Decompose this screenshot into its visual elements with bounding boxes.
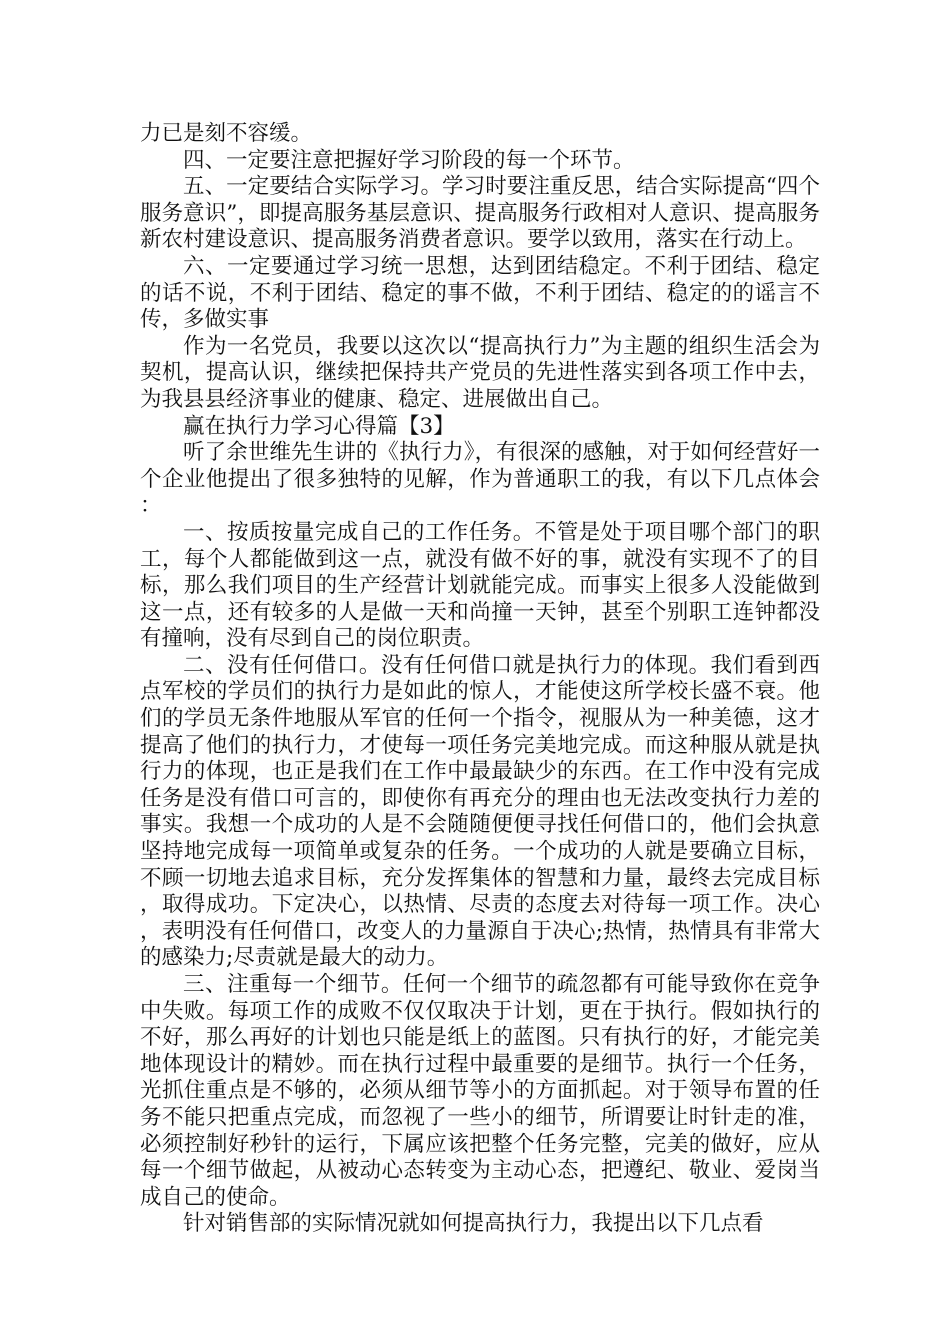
paragraph: 三、注重每一个细节。任何一个细节的疏忽都有可能导致你在竞争中失败。每项工作的成败不仅仅取决于计划，更在于执行。假如执行的不好，那么再好的计划也只能是纸上的蓝图。只有执行的好，才能完美地体现设计的精妙。而在执行过程中最重要的是细节。执行一个任务，光抓住重点是不够的，必须从细节等小的方面抓起。对于领导布置的任务不能只把重点完成，而忽视了一些小的细节，所谓要让时针走的准，必须控制好秒针的运行，下属应该把整个任务完整，完美的做好，应从每一个细节做起，从被动心态转变为主动心态，把遵纪、敬业、爱岗当成自己的使命。 (140, 972, 820, 1210)
paragraph: 二、没有任何借口。没有任何借口就是执行力的体现。我们看到西点军校的学员们的执行力是如此的惊人，才能使这所学校长盛不衰。他们的学员无条件地服从军官的任何一个指令，视服从为一种美德，这才提高了他们的执行力，才使每一项任务完美地完成。而这种服从就是执行力的体现，也正是我们在工作中最最缺少的东西。在工作中没有完成任务是没有借口可言的，即使你有再充分的理由也无法改变执行力差的事实。我想一个成功的人是不会随随便便寻找任何借口的，他们会执意坚持地完成每一项简单或复杂的任务。一个成功的人就是要确立目标，不顾一切地去追求目标，充分发挥集体的智慧和力量，最终去完成目标，取得成功。下定决心，以热情、尽责的态度去对待每一项工作。决心，表明没有任何借口，改变人的力量源自于决心;热情，热情具有非常大的感染力;尽责就是最大的动力。 (140, 652, 820, 971)
paragraph: 六、一定要通过学习统一思想，达到团结稳定。不利于团结、稳定的话不说，不利于团结、稳定的事不做，不利于团结、稳定的的谣言不传，多做实事 (140, 253, 820, 333)
paragraph: 五、一定要结合实际学习。学习时要注重反思，结合实际提高“四个服务意识”，即提高服务基层意识、提高服务行政相对人意识、提高服务新农村建设意识、提高服务消费者意识。要学以致用，落实在行动上。 (140, 174, 820, 253)
paragraph: 四、一定要注意把握好学习阶段的每一个环节。 (183, 147, 635, 173)
section-heading: 赢在执行力学习心得篇【3】 (183, 413, 455, 439)
paragraph: 听了余世维先生讲的《执行力》，有很深的感触，对于如何经营好一个企业他提出了很多独特的见解，作为普通职工的我，有以下几点体会： (140, 440, 820, 519)
paragraph: 作为一名党员，我要以这次以“提高执行力”为主题的组织生活会为契机，提高认识，继续把保持共产党员的先进性落实到各项工作中去，为我县县经济事业的健康、稳定、进展做出自己。 (140, 333, 820, 412)
paragraph: 针对销售部的实际情况就如何提高执行力，我提出以下几点看 (183, 1211, 764, 1237)
paragraph: 力已是刻不容缓。 (140, 121, 313, 146)
document-body (140, 121, 820, 1238)
paragraph: 一、按质按量完成自己的工作任务。不管是处于项目哪个部门的职工，每个人都能做到这一点，就没有做不好的事，就没有实现不了的目标，那么我们项目的生产经营计划就能完成。而事实上很多人没能做到这一点，还有较多的人是做一天和尚撞一天钟，甚至个别职工连钟都没有撞响，没有尽到自己的岗位职责。 (140, 519, 820, 652)
